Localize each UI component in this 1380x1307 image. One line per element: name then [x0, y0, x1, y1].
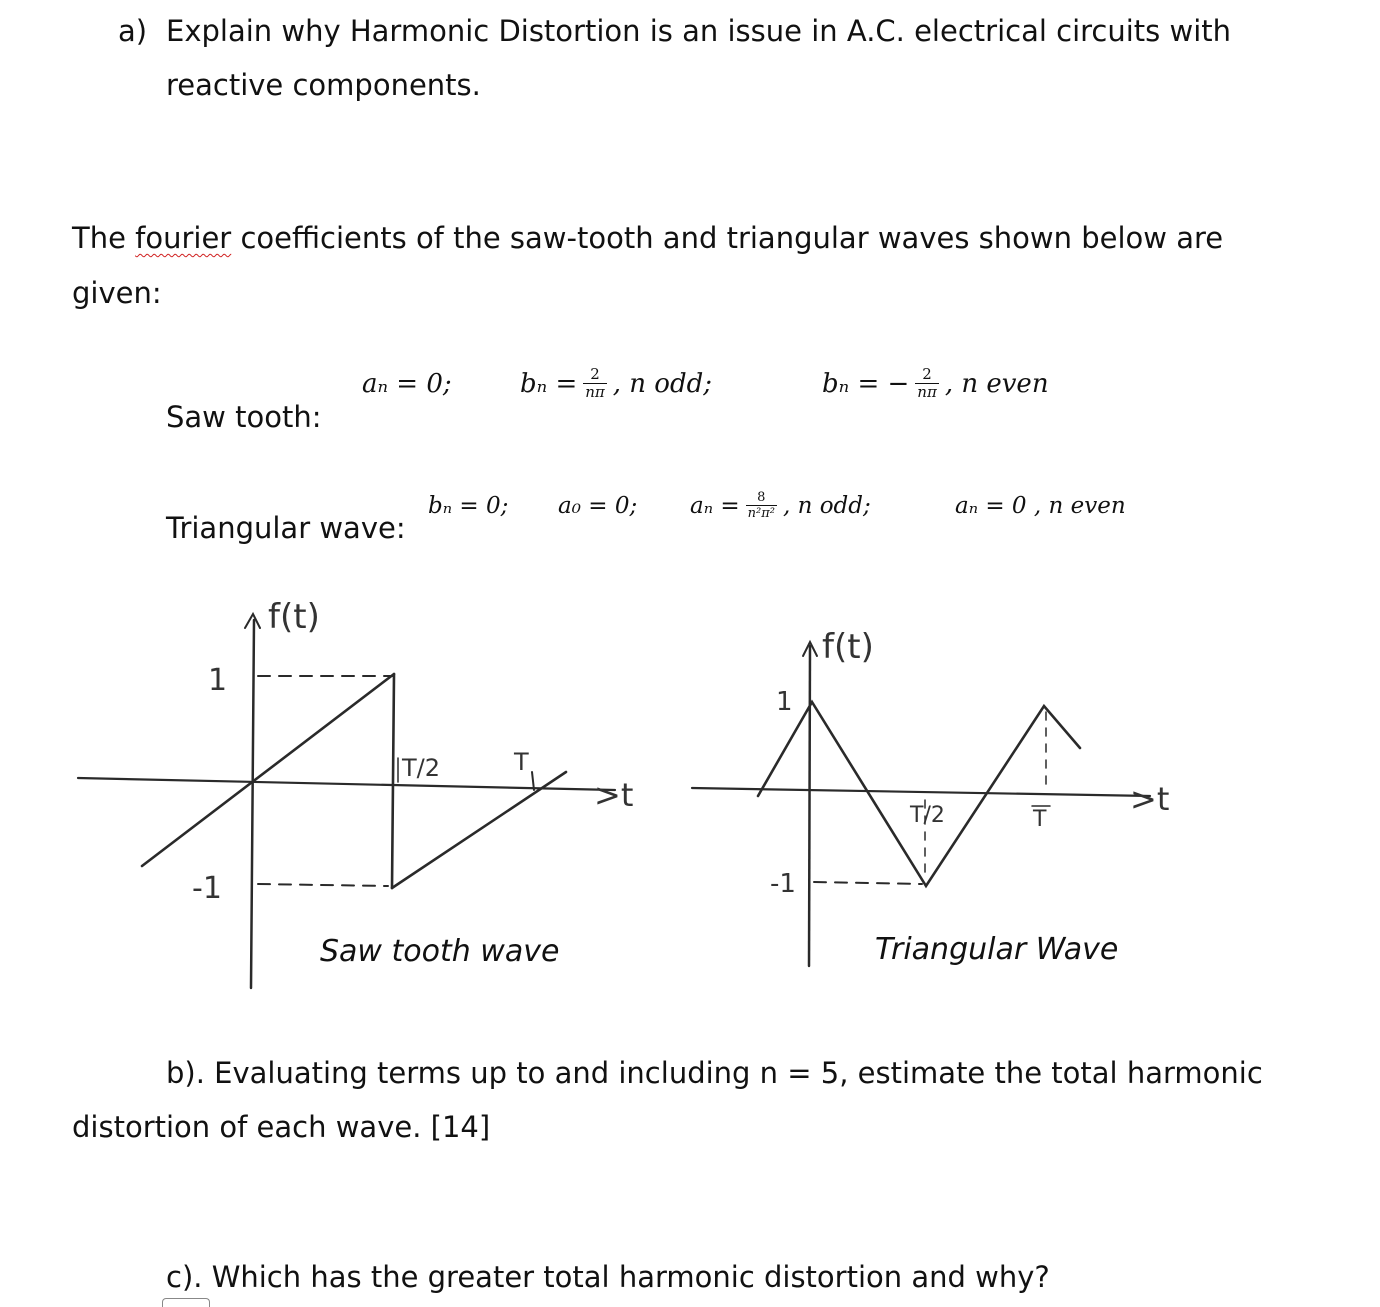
sawtooth-x-t-label: T: [514, 748, 529, 776]
intro-pre: The: [72, 221, 136, 255]
question-a-label: a): [118, 14, 148, 48]
sawtooth-y-pos-label: 1: [208, 663, 228, 698]
sawtooth-bn-odd-lhs: bₙ =: [520, 369, 578, 399]
triangular-label: Triangular wave:: [166, 511, 406, 545]
triangular-an-even: aₙ = 0 , n even: [955, 493, 1126, 519]
question-b-line2: distortion of each wave. [14]: [72, 1110, 491, 1144]
fraction-denominator: nπ: [917, 383, 937, 401]
triangular-y-axis: [809, 646, 810, 966]
question-b-line1: b). Evaluating terms up to and including n = 5, estimate the total harmonic: [166, 1056, 1263, 1090]
fraction-numerator: 2: [922, 365, 932, 384]
triangular-ylabel: f(t): [822, 627, 874, 667]
triangular-guide-bottom: [814, 882, 922, 884]
triangular-caption: Triangular Wave: [875, 932, 1119, 967]
sawtooth-x-axis-label: >t: [594, 776, 634, 814]
question-a-line1: Explain why Harmonic Distortion is an issue in A.C. electrical circuits with: [166, 14, 1232, 48]
sawtooth-x-half-label: T/2: [402, 754, 441, 782]
fraction-denominator: n²π²: [747, 506, 775, 521]
triangular-a0: a₀ = 0;: [558, 493, 638, 519]
triangular-y-neg-label: -1: [770, 869, 796, 899]
sawtooth-guide-bottom: [258, 884, 388, 886]
question-c-line1: c). Which has the greater total harmonic distortion and why?: [166, 1260, 1050, 1294]
sawtooth-an: aₙ = 0;: [362, 369, 452, 399]
triangular-x-t-label: T: [1033, 807, 1047, 832]
misspelled-word: fourier: [135, 221, 232, 255]
triangular-an-odd-lhs: aₙ =: [690, 493, 740, 519]
triangular-bn: bₙ = 0;: [428, 493, 509, 519]
sawtooth-graph: [78, 614, 615, 988]
fraction-numerator: 2: [590, 365, 600, 384]
fraction-denominator: nπ: [585, 383, 605, 401]
triangular-x-half-label: T/2: [910, 803, 945, 828]
sawtooth-drop: [392, 674, 394, 888]
sawtooth-y-axis: [251, 620, 254, 988]
sawtooth-labels: [192, 597, 633, 906]
sawtooth-label: Saw tooth:: [166, 400, 322, 434]
sawtooth-caption: Saw tooth wave: [320, 934, 560, 969]
question-a-line2: reactive components.: [166, 68, 481, 102]
comment-marker: [162, 1298, 210, 1307]
intro-line2: given:: [72, 276, 162, 310]
sawtooth-bn-even-lhs: bₙ = −: [822, 369, 910, 399]
triangular-an-odd-cond: , n odd;: [782, 493, 871, 519]
sawtooth-ylabel: f(t): [268, 597, 320, 637]
sawtooth-y-neg-label: -1: [192, 871, 222, 906]
sawtooth-bn-odd-cond: , n odd;: [612, 369, 713, 399]
sawtooth-y-arrow: [245, 614, 260, 628]
triangular-y-pos-label: 1: [776, 687, 793, 717]
triangular-labels: [770, 627, 1169, 899]
sawtooth-ramp-2: [392, 772, 566, 888]
intro-post: coefficients of the saw-tooth and triangular waves shown below are: [231, 221, 1224, 255]
sawtooth-bn-even-cond: , n even: [944, 369, 1049, 399]
sawtooth-ramp-1: [142, 674, 394, 866]
triangular-x-axis-label: >t: [1130, 780, 1170, 818]
fraction-numerator: 8: [757, 490, 766, 506]
